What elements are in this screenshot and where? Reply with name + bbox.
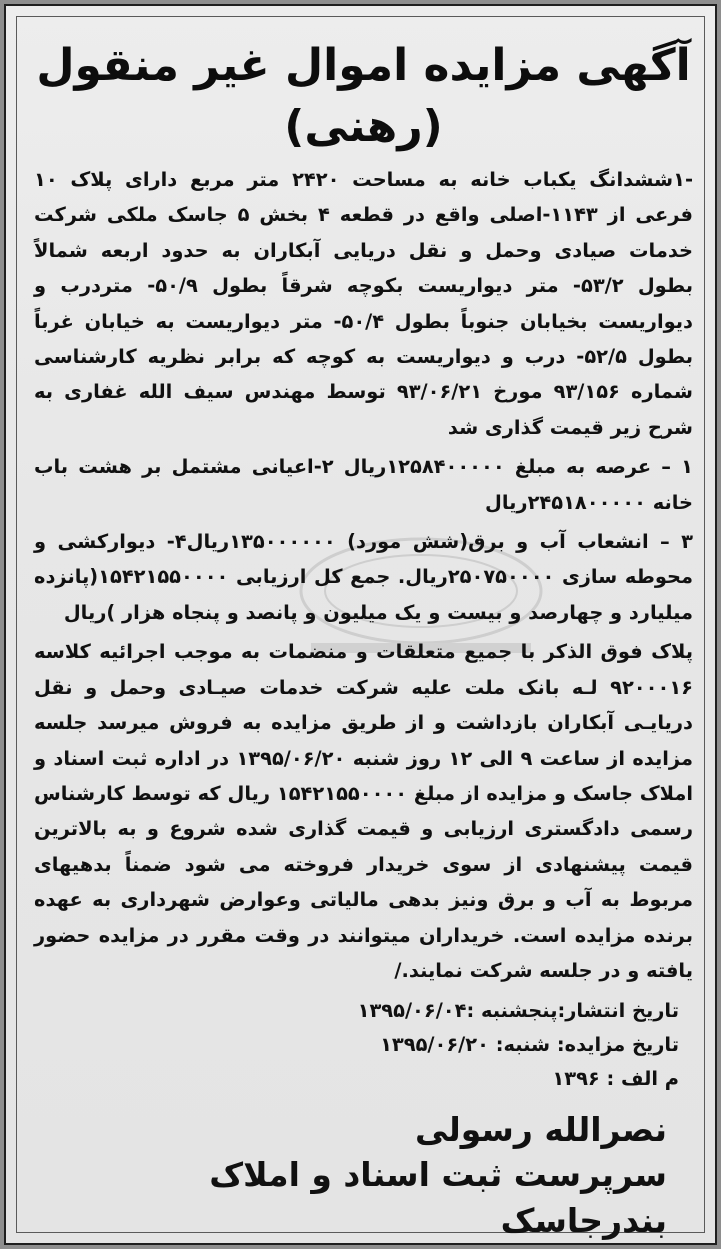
notice-title: آگهی مزایده اموال غیر منقول	[36, 40, 691, 91]
auction-terms: پلاک فوق الذکر با جمیع متعلقات و منضمات به موجب اجرائیه کلاسه ۹۲۰۰۰۱۶ لـه بانک ملت علیه شرکت خدمات صیـادی وحمل و نقل دریایـی آبکاران بازداشت و از طریق مزایده به فروش میرسد جلسه مزایده از ساعت ۹ الی ۱۲ روز شنبه ۱۳۹۵/۰۶/۲۰ در اداره ثبت اسناد و املاک جاسک و مزایده از مبلغ ۱۵۴۲۱۵۵۰۰۰۰ ریال که توسط کارشناس رسمی دادگستری ارزیابی و قیمت گذاری شده شروع و به بالاترین قیمت پیشنهادی از سوی خریدار فروخته می شود ضمناً بدهیهای مربوط به آب و برق ونیز بدهی مالیاتی وعوارض شهرداری به عهده برنده مزایده است. خریداران میتوانند در وقت مقرر در مزایده حضور یافته و در جلسه شرکت نمایند./	[34, 640, 693, 982]
property-description: -۱ششدانگ یکباب خانه به مساحت ۲۴۲۰ متر مربع دارای پلاک ۱۰ فرعی از ۱۱۴۳-اصلی واقع در قطعه ۴ بخش ۵ جاسک ملکی شرکت خدمات صیادی وحمل و نقل دریایی آبکاران به حدود اربعه شمالاً بطول ۵۳/۲- متر دیواریست بکوچه شرقاً بطول ۵۰/۹- متردرب و دیواریست بخیابان جنوباً بطول ۵۰/۴- متر دیواریست به خیابان غرباً بطول ۵۲/۵- درب و دیواریست به کوچه که برابر نظریه کارشناسی شماره ۹۳/۱۵۶ مورخ ۹۳/۰۶/۲۱ توسط مهندس سیف الله غفاری به شرح زیر قیمت گذاری شد	[34, 168, 694, 439]
notice-paper	[4, 4, 717, 1245]
notice-subtitle: (رهنی)	[284, 101, 443, 152]
publish-date: تاریخ انتشار:پنجشنبه :۱۳۹۵/۰۶/۰۴	[357, 999, 679, 1023]
valuation-items-1-2: ۱ – عرصه به مبلغ ۱۲۵۸۴۰۰۰۰۰ریال ۲-اعیانی مشتمل بر هشت باب خانه ۲۴۵۱۸۰۰۰۰۰ریال	[34, 455, 693, 514]
notice-dates	[34, 994, 679, 1096]
reference-number: م الف : ۱۳۹۶	[552, 1067, 679, 1091]
notice-content	[34, 20, 694, 1241]
valuation-items-3-4: ۳ – انشعاب آب و برق(شش مورد) ۱۳۵۰۰۰۰۰۰ریال۴- دیوارکشی و محوطه سازی ۲۵۰۷۵۰۰۰۰ریال. جمع کل ارزیابی ۱۵۴۲۱۵۵۰۰۰۰(پانزده میلیارد و چهارصد و بیست و یک میلیون و پانصد و پنجاه هزار )ریال	[34, 530, 693, 624]
auction-date: تاریخ مزایده: شنبه: ۱۳۹۵/۰۶/۲۰	[380, 1033, 679, 1057]
signature-block	[34, 1108, 667, 1244]
signer-name: نصرالله رسولی	[414, 1110, 667, 1150]
signer-title: سرپرست ثبت اسناد و املاک بندرجاسک	[209, 1155, 667, 1241]
